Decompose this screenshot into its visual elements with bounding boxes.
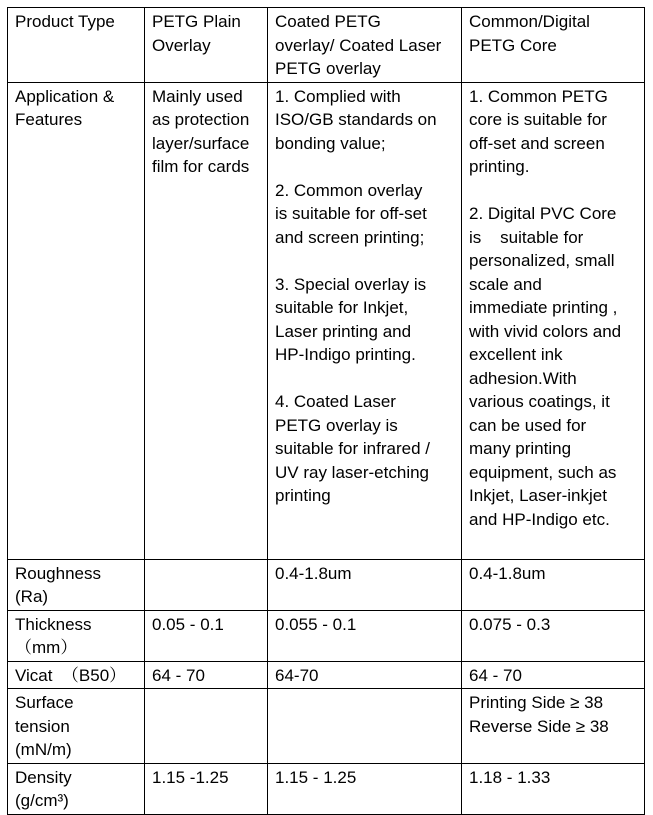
- row-label-text: Vicat （B50）: [15, 665, 127, 685]
- row-label-text: (Ra): [15, 587, 49, 606]
- table-row-header: [8, 8, 645, 83]
- cell-vicat-coated: 64-70: [268, 661, 462, 689]
- header-cell-product-type: [8, 8, 145, 83]
- header-text: PETG Core: [469, 35, 557, 55]
- cell-text: 2. Digital PVC Core: [469, 204, 617, 223]
- feature-paragraph-3: [275, 273, 456, 367]
- cell-text: equipment, such as: [469, 462, 617, 482]
- cell-text: printing.: [469, 157, 530, 176]
- row-label-text: Thickness: [15, 614, 92, 634]
- cell-text: Printing Side ≥ 38: [469, 693, 604, 712]
- cell-thickness-coated: 0.055 - 0.1: [268, 610, 462, 661]
- cell-text: 2. Common overlay: [275, 180, 423, 200]
- cell-text: 1. Common PETG: [469, 86, 608, 106]
- cell-text: with vivid colors and: [469, 321, 622, 341]
- cell-vicat-core: 64 - 70: [462, 661, 645, 689]
- table-row-surface-tension: [8, 689, 645, 764]
- table-row-density: [8, 763, 645, 814]
- cell-application-plain: [145, 82, 268, 559]
- cell-application-coated: [268, 82, 462, 559]
- feature-paragraph-4: [275, 390, 456, 508]
- cell-text: immediate printing ,: [469, 298, 618, 317]
- cell-text: is suitable for off-set: [275, 204, 427, 223]
- cell-text: film for cards: [152, 157, 250, 176]
- cell-surface-tension-coated: [268, 689, 462, 764]
- row-label-text: （mm）: [15, 638, 78, 657]
- row-label-text: Application &: [15, 86, 115, 106]
- header-cell-coated-petg: [268, 8, 462, 83]
- cell-surface-tension-plain: [145, 689, 268, 764]
- table-row-roughness: [8, 559, 645, 610]
- cell-text: 1. Complied with: [275, 86, 401, 106]
- cell-text: PETG overlay is: [275, 415, 398, 435]
- header-label-product-type: Product Type: [15, 12, 115, 31]
- cell-text: printing: [275, 486, 331, 505]
- feature-paragraph-2: [469, 202, 639, 531]
- cell-text: adhesion.With: [469, 368, 577, 388]
- row-label-text: Features: [15, 110, 83, 129]
- cell-text: can be used for: [469, 415, 587, 435]
- cell-text: many printing: [469, 439, 572, 458]
- header-text: PETG overlay: [275, 59, 381, 78]
- header-text: overlay/ Coated Laser: [275, 35, 442, 55]
- cell-text: and HP-Indigo etc.: [469, 509, 610, 529]
- cell-text: 4. Coated Laser: [275, 392, 396, 411]
- feature-paragraph-2: [275, 179, 456, 250]
- row-label-text: (g/cm³): [15, 791, 69, 810]
- cell-text: excellent ink: [469, 345, 563, 364]
- cell-text: HP-Indigo printing.: [275, 345, 416, 364]
- cell-text: Reverse Side ≥ 38: [469, 716, 609, 736]
- spec-table-wrapper: [7, 7, 645, 815]
- row-label-surface-tension: [8, 689, 145, 764]
- header-cell-petg-plain: [145, 8, 268, 83]
- cell-text: personalized, small: [469, 251, 615, 270]
- cell-thickness-core: 0.075 - 0.3: [462, 610, 645, 661]
- cell-text: UV ray laser-etching: [275, 462, 430, 482]
- cell-thickness-plain: 0.05 - 0.1: [145, 610, 268, 661]
- cell-density-core: 1.18 - 1.33: [462, 763, 645, 814]
- cell-text: is suitable for: [469, 227, 584, 247]
- cell-text: core is suitable for: [469, 110, 607, 129]
- row-label-density: [8, 763, 145, 814]
- cell-text: scale and: [469, 274, 542, 294]
- table-row-application: [8, 82, 645, 559]
- header-cell-common-digital: [462, 8, 645, 83]
- cell-text: bonding value;: [275, 133, 386, 153]
- row-label-text: Surface: [15, 693, 74, 712]
- cell-density-plain: 1.15 -1.25: [145, 763, 268, 814]
- header-text: Common/Digital: [469, 12, 590, 31]
- cell-text: off-set and screen: [469, 133, 605, 153]
- cell-text: as protection: [152, 110, 250, 129]
- cell-text: and screen printing;: [275, 227, 425, 247]
- cell-text: Mainly used: [152, 86, 243, 106]
- table-row-thickness: [8, 610, 645, 661]
- row-label-text: Roughness: [15, 563, 102, 583]
- row-label-vicat: [8, 661, 145, 689]
- header-text: Overlay: [152, 35, 211, 55]
- cell-surface-tension-core: [462, 689, 645, 764]
- cell-roughness-plain: [145, 559, 268, 610]
- cell-text: Laser printing and: [275, 321, 412, 341]
- cell-density-coated: 1.15 - 1.25: [268, 763, 462, 814]
- table-row-vicat: [8, 661, 645, 689]
- row-label-text: (mN/m): [15, 740, 72, 759]
- cell-text: Inkjet, Laser-inkjet: [469, 486, 607, 505]
- product-spec-table: [7, 7, 645, 815]
- cell-text: suitable for infrared /: [275, 439, 430, 458]
- row-label-text: tension: [15, 716, 70, 736]
- feature-paragraph-1: [469, 85, 639, 179]
- cell-text: 3. Special overlay is: [275, 274, 427, 294]
- header-text: PETG Plain: [152, 12, 241, 31]
- cell-application-core: [462, 82, 645, 559]
- row-label-application: [8, 82, 145, 559]
- cell-text: suitable for Inkjet,: [275, 298, 409, 317]
- row-label-text: Density: [15, 767, 72, 787]
- header-text: Coated PETG: [275, 12, 381, 31]
- cell-roughness-coated: 0.4-1.8um: [268, 559, 462, 610]
- row-label-thickness: [8, 610, 145, 661]
- cell-roughness-core: 0.4-1.8um: [462, 559, 645, 610]
- feature-paragraph-1: [275, 85, 456, 156]
- cell-vicat-plain: 64 - 70: [145, 661, 268, 689]
- cell-text: various coatings, it: [469, 392, 610, 411]
- cell-text: ISO/GB standards on: [275, 110, 437, 129]
- row-label-roughness: [8, 559, 145, 610]
- cell-text: layer/surface: [152, 133, 250, 153]
